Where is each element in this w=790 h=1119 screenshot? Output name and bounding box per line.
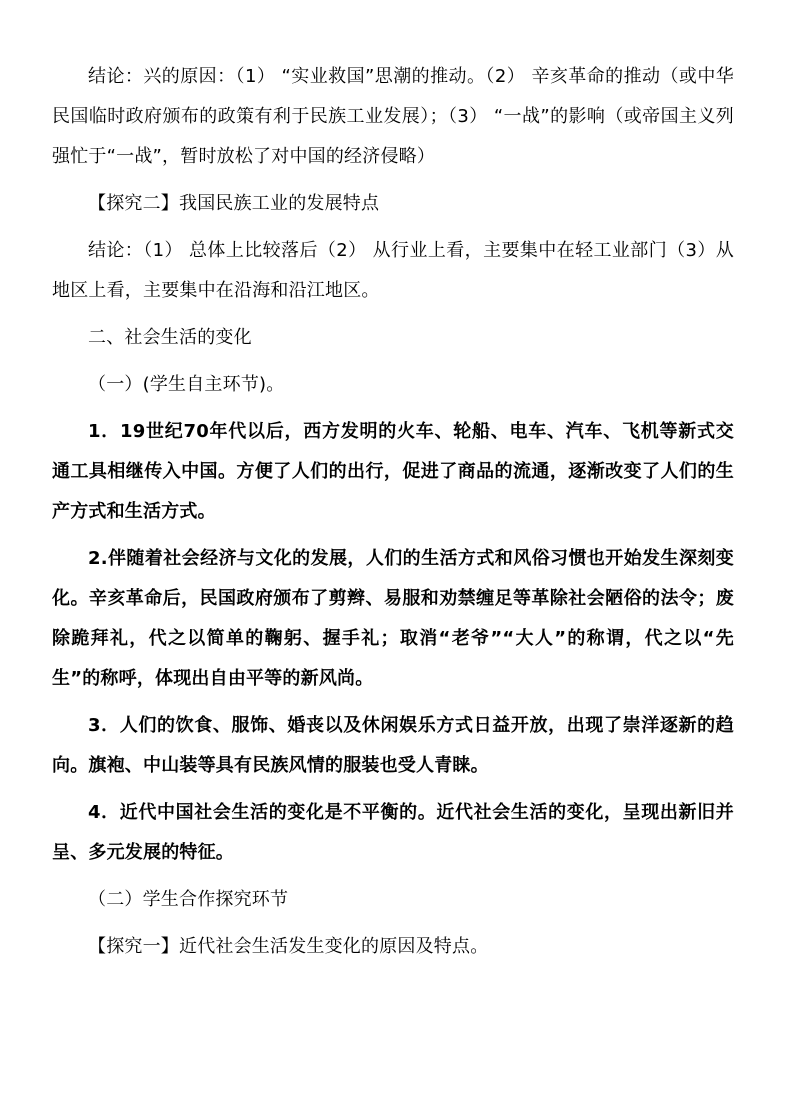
point-four-imbalance: 4．近代中国社会生活的变化是不平衡的。近代社会生活的变化，呈现出新旧并呈、多元发展的特征。 xyxy=(52,802,734,863)
subsection-two-heading: （二）学生合作探究环节 xyxy=(88,889,289,910)
conclusion-rise-reasons: 结论：兴的原因：（1） “实业救国”思潮的推动。（2） 辛亥革命的推动（或中华民国临时政府颁布的政策有利于民族工业发展）；（3） “一战”的影响（或帝国主义列强忙于“一战”，暂时放松了对中国的经济侵略） xyxy=(52,66,734,167)
point-two-customs: 2.伴随着社会经济与文化的发展，人们的生活方式和风俗习惯也开始发生深刻变化。辛亥革命后，民国政府颁布了剪辫、易服和劝禁缠足等革除社会陋俗的法令；废除跪拜礼，代之以简单的鞠躬、握手礼；取消“老爷”“大人”的称谓，代之以“先生”的称呼，体现出自由平等的新风尚。 xyxy=(52,548,734,689)
conclusion-development-features: 结论：（1） 总体上比较落后（2） 从行业上看，主要集中在轻工业部门（3）从地区上看，主要集中在沿海和沿江地区。 xyxy=(52,240,734,301)
point-one-transport: 1．19世纪70年代以后，西方发明的火车、轮船、电车、汽车、飞机等新式交通工具相继传入中国。方便了人们的出行，促进了商品的流通，逐渐改变了人们的生产方式和生活方式。 xyxy=(52,421,734,522)
subsection-one-heading: （一）(学生自主环节)。 xyxy=(88,374,285,395)
section-two-heading: 二、社会生活的变化 xyxy=(88,327,252,348)
inquiry-one-heading: 【探究一】近代社会生活发生变化的原因及特点。 xyxy=(88,936,489,957)
inquiry-two-heading: 【探究二】我国民族工业的发展特点 xyxy=(88,193,380,214)
point-three-lifestyle: 3．人们的饮食、服饰、婚丧以及休闲娱乐方式日益开放，出现了崇洋逐新的趋向。旗袍、中山装等具有民族风情的服装也受人青睐。 xyxy=(52,715,734,776)
